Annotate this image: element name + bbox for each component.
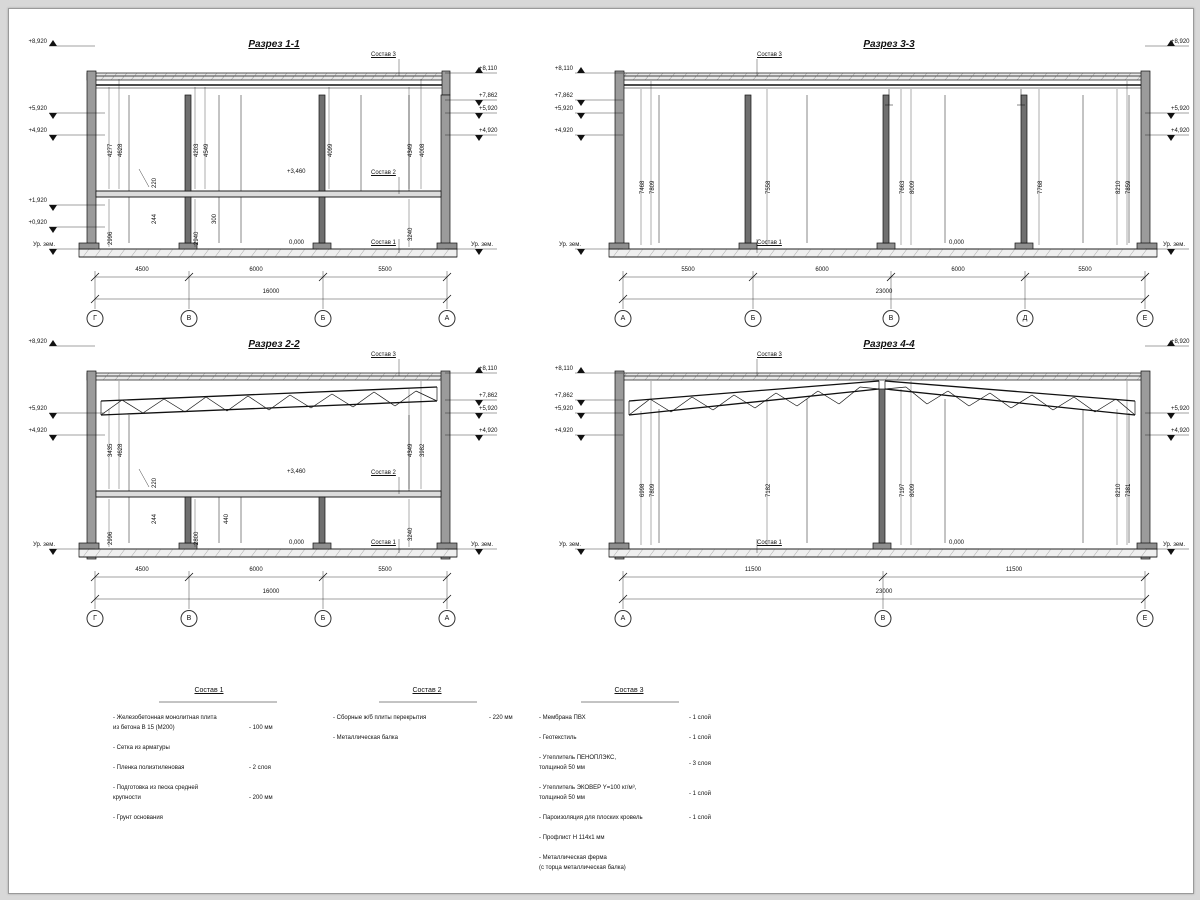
axis-marker: В: [875, 610, 892, 627]
legend-row: - Утеплитель ЭКОВЕР Y=100 кг/м³,: [539, 785, 637, 791]
level-label: +4,920: [479, 128, 498, 134]
level-label: +8,110: [479, 66, 498, 72]
axis-marker: В: [181, 310, 198, 327]
axis-marker: Е: [1137, 610, 1154, 627]
axis-marker: Б: [315, 310, 332, 327]
vertical-dim: 3982: [420, 443, 426, 457]
vertical-dim: 4099: [328, 143, 334, 157]
legend-qty: - 1 слой: [689, 735, 711, 741]
span-dim: 6000: [815, 267, 829, 273]
level-label: +0,920: [28, 220, 47, 226]
vertical-dim: 220: [152, 177, 158, 188]
section-title: Разрез 3-3: [863, 39, 915, 50]
legend-row-cont: толщиной 50 мм: [539, 765, 585, 771]
vertical-dim: 2996: [108, 531, 114, 545]
level-label: 0,000: [289, 540, 305, 546]
level-label: Ур. зем.: [558, 242, 581, 248]
axis-marker: А: [439, 610, 456, 627]
level-label: +4,920: [28, 128, 47, 134]
vertical-dim: 4277: [108, 143, 114, 157]
vertical-dim: 2800: [194, 531, 200, 545]
section-drawing-1-1: [9, 9, 549, 329]
axis-marker: Д: [1017, 310, 1034, 327]
axis-marker: А: [439, 310, 456, 327]
level-label: +5,920: [1171, 406, 1190, 412]
legend-qty: - 1 слой: [689, 715, 711, 721]
vertical-dim: 8009: [910, 483, 916, 497]
section-razrez-3-3: [549, 9, 1193, 329]
legend-title: Состав 3: [614, 687, 644, 694]
vertical-dim: 4349: [408, 443, 414, 457]
span-dim: 4500: [135, 567, 149, 573]
vertical-dim: 7558: [766, 180, 772, 194]
note-sostav: Состав 1: [371, 240, 396, 246]
vertical-dim: 244: [152, 213, 158, 224]
section-razrez-1-1: [9, 9, 549, 329]
vertical-dim: 4549: [204, 143, 210, 157]
legend-qty: - 2 слоя: [249, 765, 271, 771]
level-label: +4,920: [1171, 128, 1190, 134]
vertical-dim: 2996: [108, 231, 114, 245]
legend-row-cont: (с торца металлическая балка): [539, 865, 626, 871]
legend-row: - Сборные ж/б плиты перекрытия: [333, 715, 427, 721]
legend-row: - Сетка из арматуры: [113, 745, 170, 751]
drawing-sheet: [8, 8, 1194, 894]
level-label: +5,920: [479, 406, 498, 412]
level-label: +1,920: [28, 198, 47, 204]
section-title: Разрез 1-1: [248, 39, 300, 50]
axis-marker: Е: [1137, 310, 1154, 327]
note-sostav: Состав 2: [371, 470, 396, 476]
vertical-dim: 244: [152, 513, 158, 524]
total-dim: 16000: [262, 589, 280, 595]
section-razrez-2-2: [9, 319, 549, 639]
total-dim: 16000: [262, 289, 280, 295]
level-label: Ур. зем.: [32, 542, 55, 548]
legend-row: - Геотекстиль: [539, 735, 577, 741]
level-label: 0,000: [289, 240, 305, 246]
level-label: Ур. зем.: [558, 542, 581, 548]
level-label: Ур. зем.: [471, 242, 494, 248]
legend-row: - Металлическая ферма: [539, 855, 607, 861]
legend-row: - Утеплитель ПЕНОПЛЭКС,: [539, 755, 617, 761]
legend-qty: - 220 мм: [489, 715, 513, 721]
level-label: +4,920: [28, 428, 47, 434]
section-drawing-4-4: [549, 319, 1193, 639]
vertical-dim: 7468: [640, 180, 646, 194]
span-dim: 6000: [249, 267, 263, 273]
level-label: +8,920: [28, 339, 47, 345]
legend-title: Состав 1: [194, 687, 224, 694]
level-label: +5,920: [479, 106, 498, 112]
note-sostav: Состав 1: [757, 540, 782, 546]
vertical-dim: 2940: [194, 231, 200, 245]
legend-qty: - 3 слоя: [689, 761, 711, 767]
level-label: +7,862: [479, 393, 498, 399]
section-drawing-3-3: [549, 9, 1193, 329]
vertical-dim: 8210: [1116, 180, 1122, 194]
legend-qty: - 200 мм: [249, 795, 273, 801]
level-label: Ур. зем.: [471, 542, 494, 548]
legend-row: - Профлист Н 114х1 мм: [539, 835, 605, 841]
legend-title: Состав 2: [412, 687, 442, 694]
legend-qty: - 1 слой: [689, 815, 711, 821]
vertical-dim: 7182: [766, 483, 772, 497]
span-dim: 5500: [1078, 267, 1092, 273]
level-label: +8,920: [1171, 39, 1190, 45]
vertical-dim: 3240: [408, 227, 414, 241]
vertical-dim: 3240: [408, 527, 414, 541]
axis-marker: Б: [315, 610, 332, 627]
vertical-dim: 4203: [194, 143, 200, 157]
note-sostav: Состав 2: [371, 170, 396, 176]
vertical-dim: 4628: [118, 143, 124, 157]
note-sostav: Состав 1: [371, 540, 396, 546]
level-label: +5,920: [1171, 106, 1190, 112]
vertical-dim: 440: [224, 513, 230, 524]
legend-row: - Пароизоляция для плоских кровель: [539, 815, 643, 821]
legend-row: - Подготовка из песка средней: [113, 785, 199, 791]
axis-marker: В: [883, 310, 900, 327]
vertical-dim: 6998: [640, 483, 646, 497]
vertical-dim: 8210: [1116, 483, 1122, 497]
level-label: Ур. зем.: [1163, 242, 1186, 248]
vertical-dim: 7663: [900, 180, 906, 194]
level-label: +5,920: [28, 106, 47, 112]
level-label: +4,920: [554, 428, 573, 434]
vertical-dim: 7859: [1126, 180, 1132, 194]
vertical-dim: 4349: [408, 143, 414, 157]
section-razrez-4-4: [549, 319, 1193, 639]
legend-row: - Пленка полиэтиленовая: [113, 765, 185, 771]
span-dim: 6000: [951, 267, 965, 273]
axis-marker: Г: [87, 310, 104, 327]
legend-row-cont: крупности: [113, 795, 141, 801]
note-sostav: Состав 3: [757, 52, 782, 58]
level-label: +8,110: [479, 366, 498, 372]
vertical-dim: 7809: [650, 483, 656, 497]
level-label: +5,920: [28, 406, 47, 412]
level-label: +3,460: [287, 469, 306, 475]
legend-qty: - 100 мм: [249, 725, 273, 731]
axis-marker: Б: [745, 310, 762, 327]
level-label: +5,920: [554, 406, 573, 412]
note-sostav: Состав 3: [371, 52, 396, 58]
note-sostav: Состав 3: [757, 352, 782, 358]
legend-row: - Грунт основания: [113, 815, 163, 821]
axis-marker: Г: [87, 610, 104, 627]
level-label: +3,460: [287, 169, 306, 175]
level-label: Ур. зем.: [1163, 542, 1186, 548]
axis-marker: В: [181, 610, 198, 627]
level-label: +4,920: [554, 128, 573, 134]
span-dim: 4500: [135, 267, 149, 273]
level-label: +8,920: [28, 39, 47, 45]
level-label: +4,920: [1171, 428, 1190, 434]
legend-row: - Металлическая балка: [333, 735, 398, 741]
axis-marker: А: [615, 310, 632, 327]
level-label: +7,862: [554, 393, 573, 399]
vertical-dim: 7809: [650, 180, 656, 194]
level-label: +8,920: [1171, 339, 1190, 345]
axis-marker: А: [615, 610, 632, 627]
span-dim: 11500: [744, 567, 762, 573]
vertical-dim: 7768: [1038, 180, 1044, 194]
span-dim: 5500: [681, 267, 695, 273]
vertical-dim: 4008: [420, 143, 426, 157]
level-label: +7,862: [554, 93, 573, 99]
level-label: Ур. зем.: [32, 242, 55, 248]
section-title: Разрез 4-4: [863, 339, 915, 350]
span-dim: 5500: [378, 567, 392, 573]
level-label: +8,110: [554, 66, 573, 72]
level-label: +7,862: [479, 93, 498, 99]
level-label: 0,000: [949, 240, 965, 246]
span-dim: 11500: [1005, 567, 1023, 573]
level-label: +8,110: [554, 366, 573, 372]
total-dim: 23000: [875, 589, 893, 595]
legend-row-cont: из бетона В 15 (М200): [113, 725, 175, 731]
span-dim: 5500: [378, 267, 392, 273]
note-sostav: Состав 1: [757, 240, 782, 246]
vertical-dim: 300: [212, 213, 218, 224]
level-label: +5,920: [554, 106, 573, 112]
note-sostav: Состав 3: [371, 352, 396, 358]
section-title: Разрез 2-2: [248, 339, 300, 350]
span-dim: 6000: [249, 567, 263, 573]
vertical-dim: 3435: [108, 443, 114, 457]
vertical-dim: 8009: [910, 180, 916, 194]
vertical-dim: 4628: [118, 443, 124, 457]
total-dim: 23000: [875, 289, 893, 295]
legend-row: - Железобетонная монолитная плита: [113, 715, 217, 721]
vertical-dim: 7197: [900, 483, 906, 497]
legend-qty: - 1 слой: [689, 791, 711, 797]
level-label: +4,920: [479, 428, 498, 434]
level-label: 0,000: [949, 540, 965, 546]
legend-row-cont: толщиной 50 мм: [539, 795, 585, 801]
vertical-dim: 7381: [1126, 483, 1132, 497]
vertical-dim: 220: [152, 477, 158, 488]
legend-row: - Мембрана ПВХ: [539, 715, 586, 721]
